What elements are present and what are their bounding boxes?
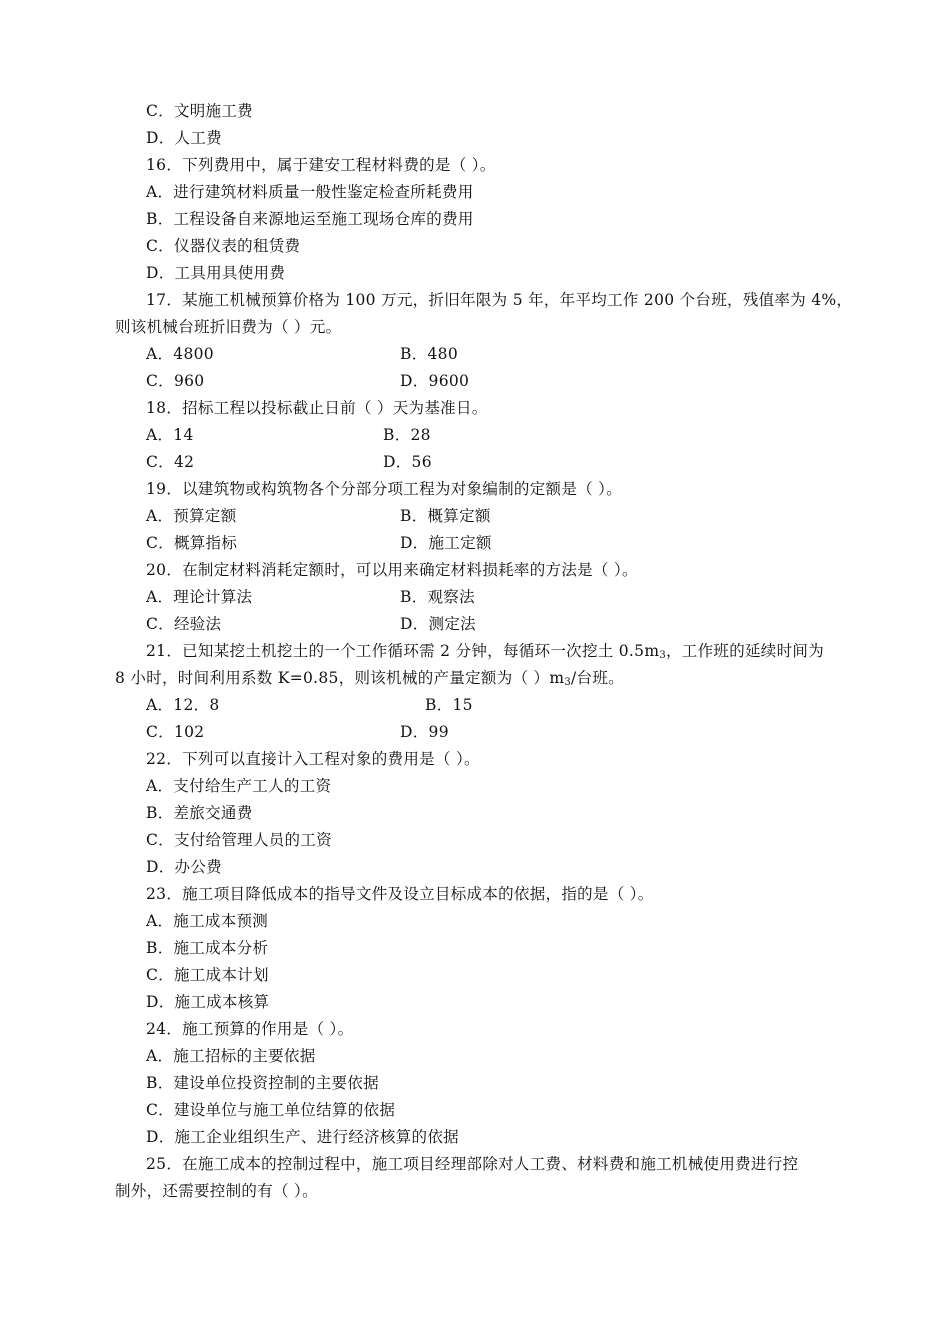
- option-line: A．施工成本预测: [146, 912, 269, 930]
- option-d: D．9600: [400, 372, 470, 390]
- question-text: 8 小时，时间利用系数 K=0.85，则该机械的产量定额为（ ）m: [115, 669, 565, 687]
- option-line: D．施工成本核算: [146, 993, 270, 1011]
- subscript-3: 3: [659, 650, 666, 661]
- option-b: B．概算定额: [400, 507, 491, 525]
- question-line: 25．在施工成本的控制过程中，施工项目经理部除对人工费、材料费和施工机械使用费进行控: [146, 1155, 799, 1173]
- option-c: C．102: [146, 723, 205, 741]
- option-b: B．28: [383, 426, 431, 444]
- question-line: 18．招标工程以投标截止日前（ ）天为基准日。: [146, 399, 488, 417]
- option-a: A．4800: [146, 345, 214, 363]
- option-line: C．支付给管理人员的工资: [146, 831, 332, 849]
- question-continuation: 则该机械台班折旧费为（ ）元。: [115, 318, 342, 336]
- question-continuation: [115, 668, 624, 693]
- question-line: 16．下列费用中，属于建安工程材料费的是（ ）。: [146, 156, 496, 174]
- option-a: A．理论计算法: [146, 588, 253, 606]
- question-continuation: 制外，还需要控制的有（ ）。: [115, 1182, 318, 1200]
- question-line: 24．施工预算的作用是（ ）。: [146, 1020, 354, 1038]
- question-line: [146, 641, 824, 666]
- option-c: C．960: [146, 372, 205, 390]
- option-a: A．12．8: [146, 696, 220, 714]
- question-line: 19．以建筑物或构筑物各个分部分项工程为对象编制的定额是（ ）。: [146, 480, 623, 498]
- option-line: B．施工成本分析: [146, 939, 269, 957]
- option-a: A．预算定额: [146, 507, 237, 525]
- option-line: C．建设单位与施工单位结算的依据: [146, 1101, 396, 1119]
- option-b: B．15: [425, 696, 473, 714]
- option-line: A．施工招标的主要依据: [146, 1047, 316, 1065]
- option-c: C．42: [146, 453, 195, 471]
- option-line: A．支付给生产工人的工资: [146, 777, 332, 795]
- option-line: D．办公费: [146, 858, 222, 876]
- question-line: 17．某施工机械预算价格为 100 万元，折旧年限为 5 年，年平均工作 200 个台班，残值率为 4%，: [146, 291, 853, 309]
- option-line: B．差旅交通费: [146, 804, 253, 822]
- option-d: D．56: [383, 453, 432, 471]
- question-text: /台班。: [571, 669, 624, 687]
- option-line: A．进行建筑材料质量一般性鉴定检查所耗费用: [146, 183, 474, 201]
- option-line: D．施工企业组织生产、进行经济核算的依据: [146, 1128, 459, 1146]
- option-line: C．文明施工费: [146, 102, 253, 120]
- option-d: D．99: [400, 723, 449, 741]
- option-line: C．仪器仪表的租赁费: [146, 237, 301, 255]
- option-b: B．观察法: [400, 588, 475, 606]
- option-line: C．施工成本计划: [146, 966, 269, 984]
- option-line: D．人工费: [146, 129, 222, 147]
- subscript-3: 3: [564, 677, 571, 688]
- option-c: C．经验法: [146, 615, 222, 633]
- question-text: 21．已知某挖土机挖土的一个工作循环需 2 分钟，每循环一次挖土 0.5m: [146, 642, 660, 660]
- option-line: B．建设单位投资控制的主要依据: [146, 1074, 379, 1092]
- question-line: 20．在制定材料消耗定额时，可以用来确定材料损耗率的方法是（ ）。: [146, 561, 638, 579]
- option-line: B．工程设备自来源地运至施工现场仓库的费用: [146, 210, 474, 228]
- question-line: 22．下列可以直接计入工程对象的费用是（ ）。: [146, 750, 480, 768]
- question-text: ，工作班的延续时间为: [666, 642, 825, 660]
- option-line: D．工具用具使用费: [146, 264, 286, 282]
- option-a: A．14: [146, 426, 194, 444]
- question-line: 23．施工项目降低成本的指导文件及设立目标成本的依据，指的是（ ）。: [146, 885, 654, 903]
- option-b: B．480: [400, 345, 458, 363]
- option-d: D．测定法: [400, 615, 476, 633]
- option-d: D．施工定额: [400, 534, 492, 552]
- option-c: C．概算指标: [146, 534, 238, 552]
